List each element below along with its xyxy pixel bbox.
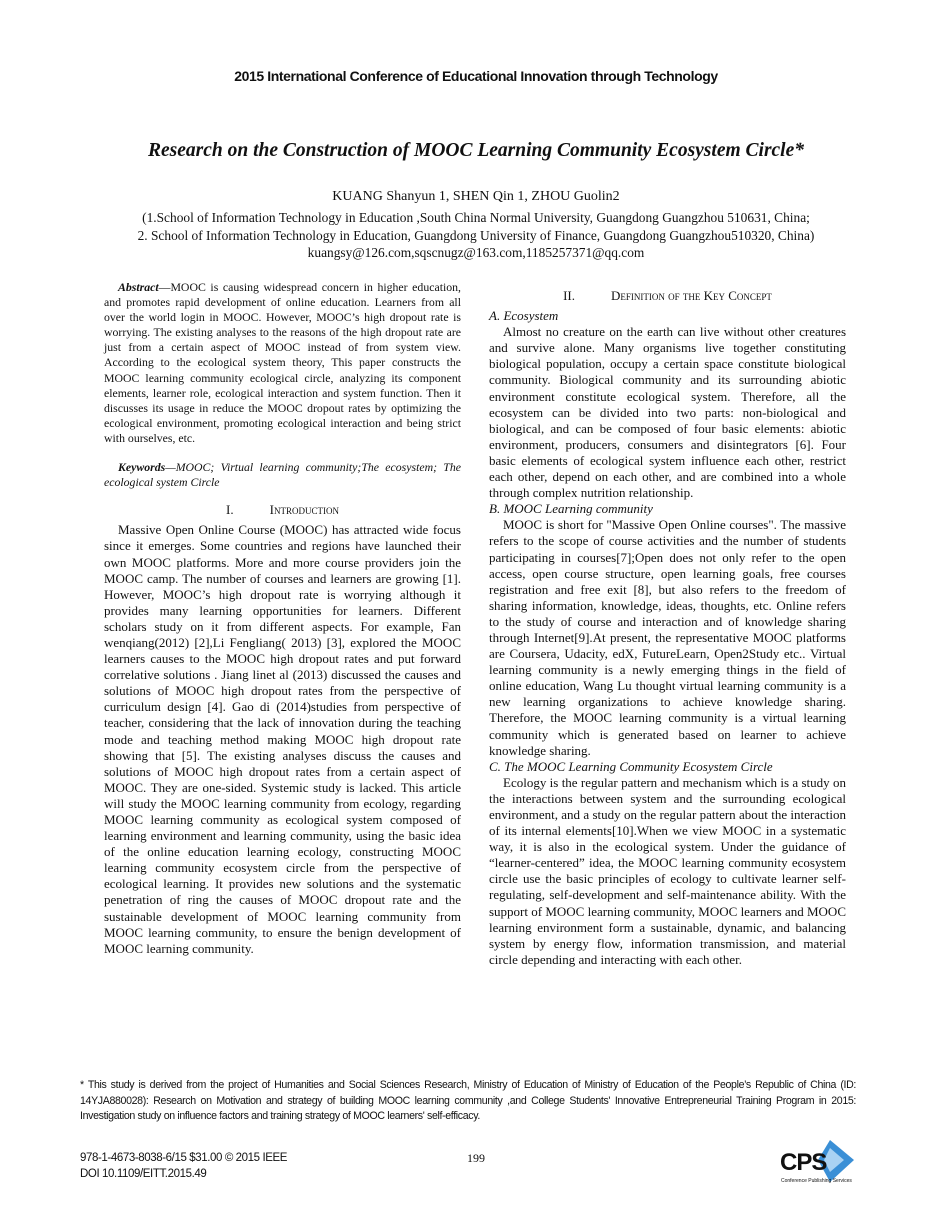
- affiliation-2: 2. School of Information Technology in Education, Guangdong University of Finance, Guangdong Guangzhou510320, China): [137, 228, 815, 243]
- page-number: 199: [467, 1151, 485, 1165]
- paper-title: Research on the Construction of MOOC Learning Community Ecosystem Circle*: [147, 140, 805, 161]
- ecosystem-paragraph: Almost no creature on the earth can live without other creatures and survive alone. Many organisms live together constituting biological population, occupy a certain space constitute biological community. Biological community and its surrounding abiotic environment constitute ecological system. Therefore, all the ecosystem can be divided into two parts: non-biological and biological, and can be composed of four basic elements: abiotic environment, producers, consumers and disintegrators [6]. Four basic elements of ecological system influence each other, restrict each other, depend on each other, and are combined into a whole through complex nutrition relationship.: [489, 324, 846, 501]
- svg-text:CPS: CPS: [780, 1149, 827, 1176]
- abstract-label: Abstract: [118, 280, 159, 294]
- section-heading-definition: [489, 288, 846, 304]
- keywords: [104, 460, 461, 490]
- section-title: Introduction: [269, 502, 339, 518]
- introduction-paragraph: Massive Open Online Course (MOOC) has attracted wide focus since it emerges. Some countries and regions have launched their own MOOC platforms. More and more course providers join the MOOC camp. The number of courses and learners are growing [1]. However, MOOC’s high dropout rate is worrying although it provides many learning opportunities for learners. Different scholars study on it from different aspects. For example, Fan wenqiang(2012) [2],Li Fengliang( 2013) [3], explored the MOOC learners causes to the MOOC high dropout rates and put forward correlative solutions . Jiang linet al (2013) discussed the causes and solutions of MOOC high dropout rates from the perspective of curriculum design [4]. Gao di (2014)studies from perspective of teacher, considering that the lack of innovation during the teaching mode and teaching method making MOOC high dropout rate showing that [5]. The existing analyses discuss the causes and solutions of MOOC high dropout rates from a certain aspect of MOOC. They are one-sided. Systemic study is lacked. This article will study the MOOC learning community from ecology, regarding MOOC learning community as ecological system composed of learning environment and learning community, using the basic idea of the online education learning ecology, constructing MOOC learning community ecosystem circle from the perspective of ecological learning. It provides new solutions and the systematic penetration of ring the causes of MOOC dropout rate and the sustainable development of MOOC learning community from MOOC learning community, to ensure the benign development of MOOC learning community.: [104, 522, 461, 956]
- ecosystem-circle-paragraph: Ecology is the regular pattern and mechanism which is a study on the interactions between system and the surrounding ecological environment, and a study on the regular pattern about the interaction of its internal elements[10].When we view MOOC in a systematic way, it is also in the ecological system. Under the guidance of “learner-centered” idea, the MOOC learning community ecosystem circle use the basic principles of ecology to cultivate learner self-regulating, self-development and self-maintenance ability. With the support of MOOC learning community, MOOC learners and MOOC learning environment form a sustainable, dynamic, and balancing system by energy flow, information transmission, and material circle depending and interacting with each other.: [489, 774, 846, 967]
- section-title: Definition of the Key Concept: [610, 288, 772, 303]
- subsection-ecosystem-circle: C. The MOOC Learning Community Ecosystem Circle: [489, 758, 773, 774]
- keywords-text: —MOOC; Virtual learning community;The ecosystem; The ecological system Circle: [104, 460, 461, 490]
- subsection-mooc-learning-community: B. MOOC Learning community: [489, 501, 653, 517]
- author-emails: kuangsy@126.com,sqscnugz@163.com,1185257371@qq.com: [307, 245, 645, 260]
- authors: KUANG Shanyun 1, SHEN Qin 1, ZHOU Guolin2: [332, 189, 620, 204]
- abstract-text: —MOOC is causing widespread concern in higher education, and promotes rapid development of online education. Learners from all over the world login in MOOC. However, MOOC’s high dropout rate is worrying. The existing analyses to the reasons of the high dropout rate are just from a certain aspect of MOOC instead of from system view. According to the ecological system theory, This paper constructs the MOOC learning community ecological circle, analyzing its component elements, learner role, ecological interaction and system function. Then it discusses its usage in reduce the MOOC dropout rates by optimizing the ecological environment, promoting ecological interaction and being strict with ourselves, etc.: [104, 280, 461, 445]
- publication-info: [80, 1150, 287, 1182]
- footnote: * This study is derived from the project of Humanities and Social Sciences Research, Ministry of Education of Ministry of Education of the People’s Republic of China (ID: 14YJA880028): Research on Motivation and strategy of building MOOC learning community ,and College Students' Innovative Entrepreneurial Training Program in 2015: Investigation study on influence factors and training strategy of MOOC learners' self-efficacy.: [80, 1079, 856, 1122]
- section-heading-introduction: [104, 502, 461, 518]
- left-column: [104, 280, 461, 957]
- section-number: I.: [226, 502, 234, 518]
- affiliation-1: (1.School of Information Technology in Education ,South China Normal University, Guangdong Guangzhou 510631, China;: [142, 210, 810, 225]
- cps-logo: [778, 1138, 858, 1190]
- abstract: [104, 280, 461, 446]
- isbn: 978-1-4673-8038-6/15 $31.00 © 2015 IEEE: [80, 1152, 288, 1164]
- doi: DOI 10.1109/EITT.2015.49: [80, 1168, 207, 1180]
- section-number: II.: [563, 288, 575, 303]
- subsection-ecosystem: A. Ecosystem: [489, 308, 559, 324]
- keywords-label: Keywords: [118, 460, 166, 475]
- svg-text:Conference Publishing Services: Conference Publishing Services: [781, 1178, 852, 1184]
- mooc-community-paragraph: MOOC is short for "Massive Open Online courses". The massive refers to the scope of course activities and the number of students participating in courses[7];Open does not only refer to the open access, open course structure, open learning goals, free courses registration and free exit [8], but also refers to the freedom of sharing information, knowledge, ideas, thoughts, etc. Online refers to the study of course and interaction and of knowledge sharing through Internet[9].At present, the representative MOOC platforms are Coursera, Udacity, edX, FutureLearn, Open2Study etc.. Virtual learning community is a newly emerging things in the field of online education, Wang Lu thought virtual learning community is a new learning organizations to achieve knowledge sharing. Therefore, the MOOC learning community is a virtual learning community which is generated based on learner to achieve knowledge sharing.: [489, 517, 846, 758]
- conference-header: 2015 International Conference of Educational Innovation through Technology: [234, 68, 718, 84]
- right-column: [489, 282, 846, 968]
